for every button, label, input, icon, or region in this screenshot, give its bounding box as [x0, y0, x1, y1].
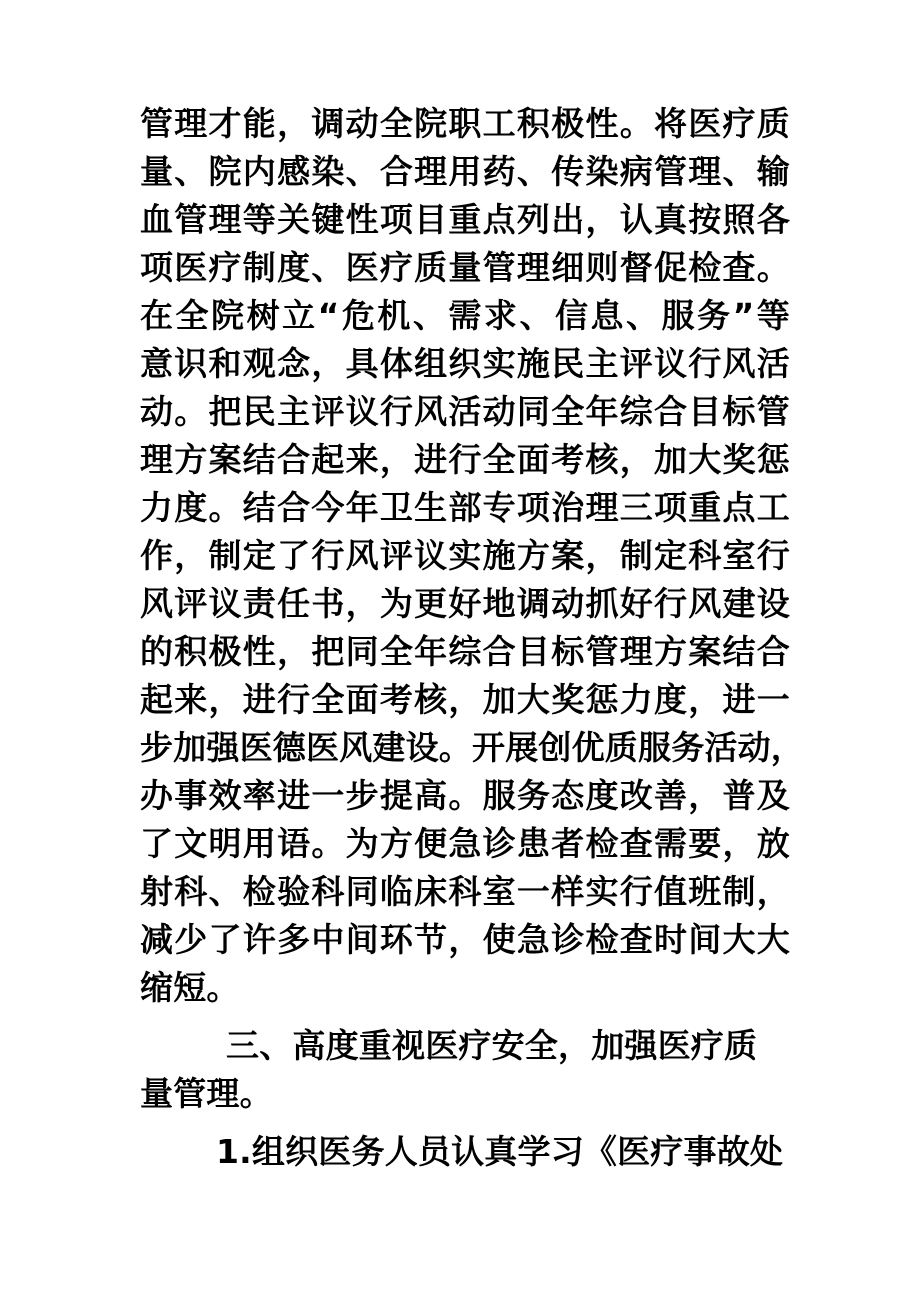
text-line: 作，制定了行风评议实施方案，制定科室行: [140, 536, 790, 575]
text-line: 动。把民主评议行风活动同全年综合目标管: [140, 392, 790, 431]
text-line: 减少了许多中间环节，使急诊检查时间大大: [140, 920, 790, 959]
text-line: 了文明用语。为方便急诊患者检查需要，放: [140, 824, 790, 863]
numbered-item-line: 1.组织医务人员认真学习《医疗事故处: [216, 1132, 784, 1171]
text-line: 项医疗制度、医疗质量管理细则督促检查。: [140, 248, 790, 287]
text-line: 缩短。: [140, 968, 240, 1007]
text-line: 步加强医德医风建设。开展创优质服务活动，: [140, 728, 804, 767]
text-line: 在全院树立“危机、需求、信息、服务”等: [140, 296, 790, 335]
document-page: [140, 100, 804, 1176]
body-paragraph: [140, 100, 804, 1012]
text-line: 血管理等关键性项目重点列出，认真按照各: [140, 200, 790, 239]
section-heading-line-1: 三、高度重视医疗安全，加强医疗质: [226, 1026, 758, 1065]
text-line: 办事效率进一步提高。服务态度改善，普及: [140, 776, 790, 815]
section-heading: [140, 1022, 790, 1118]
text-line: 理方案结合起来，进行全面考核，加大奖惩: [140, 440, 790, 479]
text-line: 力度。结合今年卫生部专项治理三项重点工: [140, 488, 790, 527]
text-line: 管理才能，调动全院职工积极性。将医疗质: [140, 104, 790, 143]
section-heading-line-2: 量管理。: [140, 1074, 273, 1113]
numbered-item: [140, 1128, 790, 1176]
paragraph-spacer: [140, 1012, 790, 1022]
text-line: 起来，进行全面考核，加大奖惩力度，进一: [140, 680, 790, 719]
text-line: 射科、检验科同临床科室一样实行值班制，: [140, 872, 790, 911]
text-line: 风评议责任书，为更好地调动抓好行风建设: [140, 584, 790, 623]
text-line: 意识和观念，具体组织实施民主评议行风活: [140, 344, 790, 383]
paragraph-spacer: [140, 1118, 790, 1128]
text-line: 的积极性，把同全年综合目标管理方案结合: [140, 632, 790, 671]
text-line: 量、院内感染、合理用药、传染病管理、输: [140, 152, 790, 191]
